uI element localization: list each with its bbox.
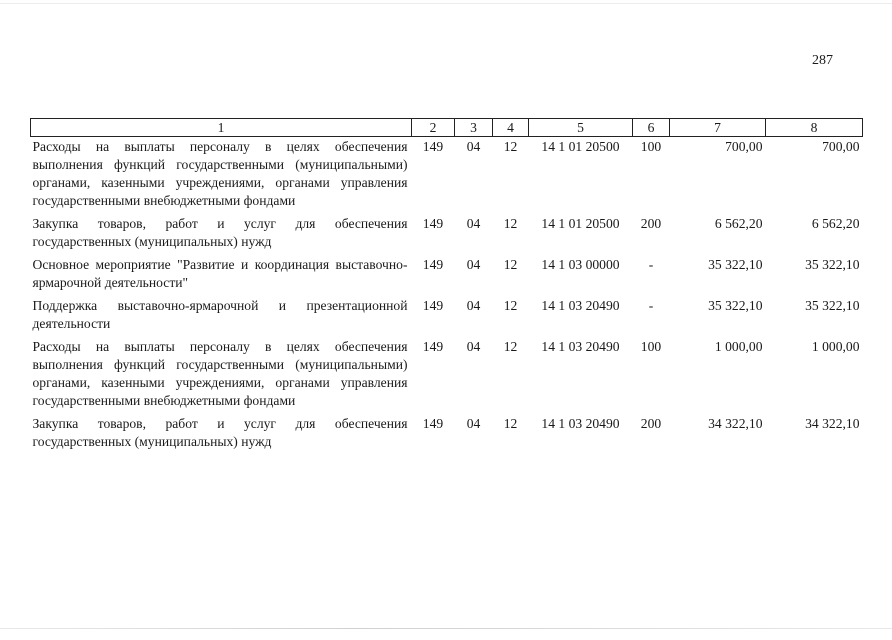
cell-section: 04 [466, 139, 481, 154]
cell-amount-col8: 6 562,20 [811, 216, 860, 231]
scan-edge-bottom [0, 628, 892, 629]
header-row [31, 119, 863, 137]
row-description: Закупка товаров, работ и услуг для обеспечения государственных (муниципальных) нужд [32, 416, 408, 449]
cell-amount-col8: 35 322,10 [805, 257, 860, 272]
cell-subsection: 12 [503, 216, 518, 231]
cell-section: 04 [466, 216, 481, 231]
cell-expense-type: 200 [640, 216, 662, 231]
cell-amount-col7: 6 562,20 [714, 216, 763, 231]
cell-subsection: 12 [503, 257, 518, 272]
cell-target-article: 14 1 03 20490 [541, 298, 620, 313]
header-cell: 2 [412, 119, 455, 137]
table-row [31, 337, 863, 414]
cell-section: 04 [466, 298, 481, 313]
scan-edge-top [0, 3, 892, 4]
table-row [31, 296, 863, 337]
cell-amount-col7: 1 000,00 [714, 339, 763, 354]
cell-ministry-code: 149 [422, 216, 444, 231]
row-description: Поддержка выставочно-ярмарочной и презентационной деятельности [32, 298, 408, 331]
cell-target-article: 14 1 01 20500 [541, 216, 620, 231]
table-row [31, 255, 863, 296]
header-cell: 4 [493, 119, 529, 137]
cell-subsection: 12 [503, 416, 518, 431]
cell-target-article: 14 1 01 20500 [541, 139, 620, 154]
cell-amount-col7: 34 322,10 [708, 416, 763, 431]
cell-ministry-code: 149 [422, 257, 444, 272]
cell-target-article: 14 1 03 00000 [541, 257, 620, 272]
cell-target-article: 14 1 03 20490 [541, 339, 620, 354]
header-cell: 3 [455, 119, 493, 137]
cell-ministry-code: 149 [422, 139, 444, 154]
row-description: Расходы на выплаты персоналу в целях обеспечения выполнения функций государственными (муниципальными) органами, казенными учреждениями, органами управления государственными внебюджетными фондами [32, 339, 408, 408]
cell-section: 04 [466, 339, 481, 354]
budget-table [30, 118, 863, 455]
cell-section: 04 [466, 416, 481, 431]
cell-ministry-code: 149 [422, 416, 444, 431]
cell-expense-type: 200 [640, 416, 662, 431]
cell-subsection: 12 [503, 339, 518, 354]
header-cell: 7 [670, 119, 766, 137]
table-row [31, 214, 863, 255]
cell-amount-col7: 700,00 [725, 139, 763, 154]
cell-section: 04 [466, 257, 481, 272]
header-cell: 8 [766, 119, 863, 137]
cell-amount-col7: 35 322,10 [708, 257, 763, 272]
cell-subsection: 12 [503, 298, 518, 313]
cell-amount-col7: 35 322,10 [708, 298, 763, 313]
cell-ministry-code: 149 [422, 298, 444, 313]
row-description: Закупка товаров, работ и услуг для обеспечения государственных (муниципальных) нужд [32, 216, 408, 249]
cell-amount-col8: 35 322,10 [805, 298, 860, 313]
page-number: 287 [812, 53, 833, 68]
row-description: Основное мероприятие "Развитие и координация выставочно-ярмарочной деятельности" [32, 257, 408, 290]
cell-amount-col8: 34 322,10 [805, 416, 860, 431]
header-cell: 6 [633, 119, 670, 137]
cell-expense-type: - [648, 298, 654, 313]
table-row [31, 137, 863, 215]
header-cell: 1 [31, 119, 412, 137]
cell-target-article: 14 1 03 20490 [541, 416, 620, 431]
cell-amount-col8: 700,00 [822, 139, 860, 154]
cell-expense-type: 100 [640, 339, 662, 354]
cell-expense-type: 100 [640, 139, 662, 154]
cell-expense-type: - [648, 257, 654, 272]
row-description: Расходы на выплаты персоналу в целях обеспечения выполнения функций государственными (муниципальными) органами, казенными учреждениями, органами управления государственными внебюджетными фондами [32, 139, 408, 208]
cell-subsection: 12 [503, 139, 518, 154]
cell-amount-col8: 1 000,00 [811, 339, 860, 354]
cell-ministry-code: 149 [422, 339, 444, 354]
header-cell: 5 [529, 119, 633, 137]
table-row [31, 414, 863, 455]
